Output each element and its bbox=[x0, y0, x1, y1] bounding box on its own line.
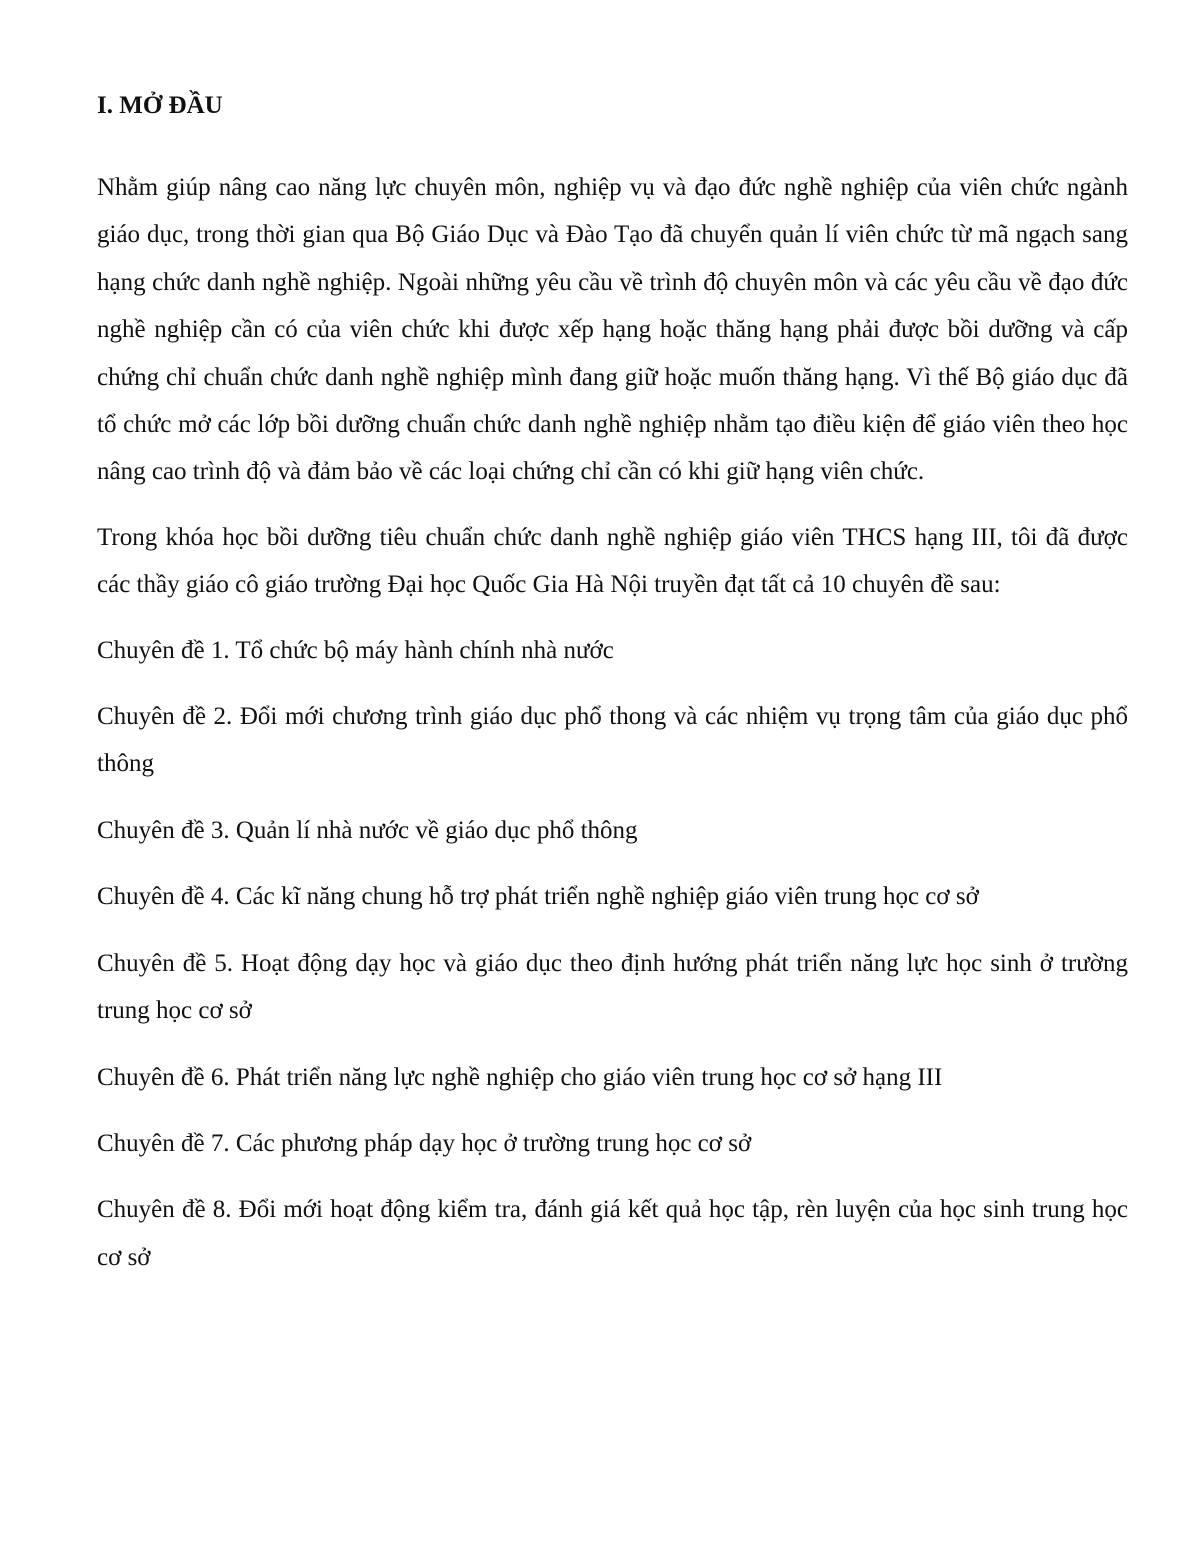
topic-item-3: Chuyên đề 3. Quản lí nhà nước về giáo dục phổ thông bbox=[97, 816, 638, 844]
course-paragraph: Trong khóa học bồi dưỡng tiêu chuẩn chức danh nghề nghiệp giáo viên THCS hạng III, tôi đã được các thầy giáo cô giáo trường Đại học Quốc Gia Hà Nội truyền đạt tất cả 10 chuyên đề sau: bbox=[97, 523, 1128, 599]
topic-item-6: Chuyên đề 6. Phát triển năng lực nghề nghiệp cho giáo viên trung học cơ sở hạng III bbox=[97, 1063, 943, 1091]
topic-item-4: Chuyên đề 4. Các kĩ năng chung hỗ trợ phát triển nghề nghiệp giáo viên trung học cơ sở bbox=[97, 883, 979, 911]
topic-item-8: Chuyên đề 8. Đổi mới hoạt động kiểm tra, đánh giá kết quả học tập, rèn luyện của học sinh trung học cơ sở bbox=[97, 1196, 1128, 1271]
section-heading: I. MỞ ĐẦU bbox=[97, 92, 223, 119]
topic-item-1: Chuyên đề 1. Tổ chức bộ máy hành chính nhà nước bbox=[97, 636, 614, 664]
intro-paragraph: Nhằm giúp nâng cao năng lực chuyên môn, nghiệp vụ và đạo đức nghề nghiệp của viên chức ngành giáo dục, trong thời gian qua Bộ Giáo Dục và Đào Tạo đã chuyển quản lí viên chức từ mã ngạch sang hạng chức danh nghề nghiệp. Ngoài những yêu cầu về trình độ chuyên môn và các yêu cầu về đạo đức nghề nghiệp cần có của viên chức khi được xếp hạng hoặc thăng hạng phải được bồi dưỡng và cấp chứng chỉ chuẩn chức danh nghề nghiệp mình đang giữ hoặc muốn thăng hạng. Vì thế Bộ giáo dục đã tổ chức mở các lớp bồi dưỡng chuẩn chức danh nghề nghiệp nhằm tạo điều kiện để giáo viên theo học nâng cao trình độ và đảm bảo về các loại chứng chỉ cần có khi giữ hạng viên chức. bbox=[97, 174, 1128, 486]
topic-item-7: Chuyên đề 7. Các phương pháp dạy học ở trường trung học cơ sở bbox=[97, 1129, 752, 1157]
topic-item-5: Chuyên đề 5. Hoạt động dạy học và giáo dục theo định hướng phát triển năng lực học sinh ở trường trung học cơ sở bbox=[97, 949, 1128, 1025]
document-body bbox=[97, 88, 1128, 1300]
topic-item-2: Chuyên đề 2. Đổi mới chương trình giáo dục phổ thong và các nhiệm vụ trọng tâm của giáo dục phổ thông bbox=[97, 703, 1128, 778]
